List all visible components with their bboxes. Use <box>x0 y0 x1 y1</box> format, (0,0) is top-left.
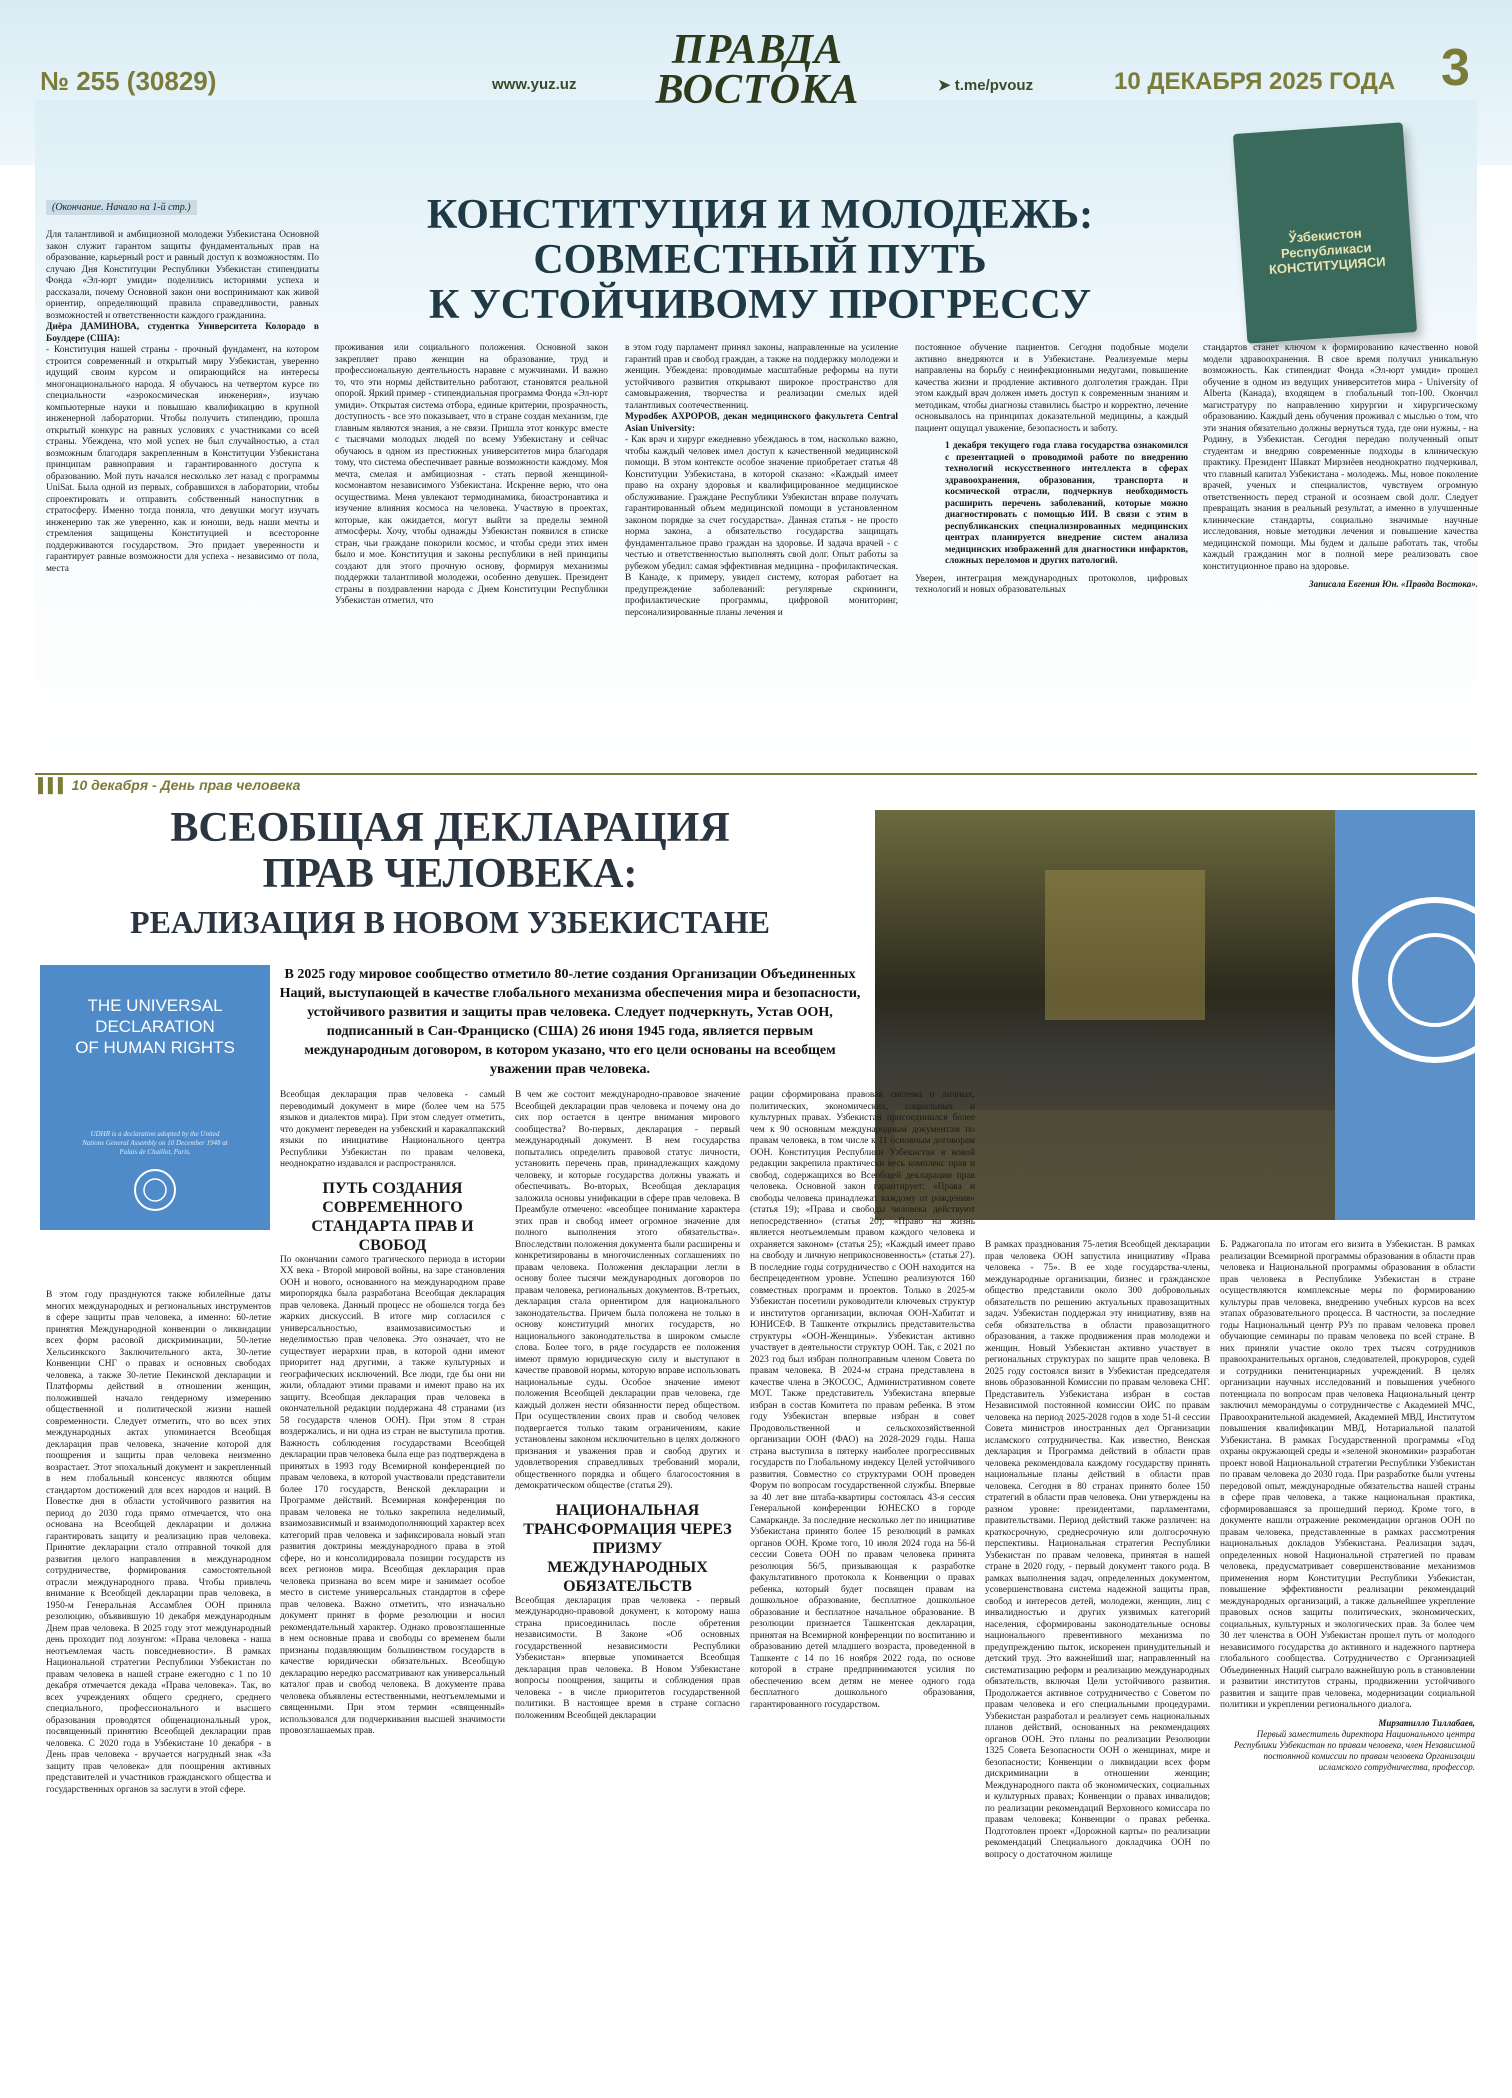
telegram-icon: ➤ <box>938 77 955 94</box>
newspaper-logo: ПРАВДА ВОСТОКА <box>655 27 860 113</box>
article1-col5: стандартов станет ключом к формированию качественно новой модели здравоохранения. В свое время получил уникальную возможность. Как стипендиат Фонда «Эл-юрт умиди» прошел обучение в одном из ведущих университетов мира - University of Alberta (Канада), входящем в глобальный топ-100. Окончил магистратуру по направлению хирургии и хирургическому образованию. Каждый день обучения проживал с мыслью о том, что эти знания обязательно должны вернуться туда, где они нужны, - на Родину, в Узбекистан. Сегодня передаю полученный опыт студентам и внедряю современные подходы в клиническую практику. Президент Шавкат Мирзиёев неоднократно подчеркивал, что главный капитал Узбекистана - молодежь. Мы, новое поколение врачей, ученых и специалистов, чувствуем огромную ответственность перед страной и осознаем свой долг. Следует превращать знания в реальный результат, а именно в улучшенные клинические стандарты, социально значимые научные исследования, новые методики лечения и повышение качества медицинской помощи. Мы будем и дальше работать так, чтобы каждый гражданин мог в полной мере реализовать свое конституционное право на здоровье. Записала Евгения Юн. «Правда Востока». <box>1203 343 1478 589</box>
subhead-transformation: НАЦИОНАЛЬНАЯ ТРАНСФОРМАЦИЯ ЧЕРЕЗ ПРИЗМУ МЕЖДУНАРОДНЫХ ОБЯЗАТЕЛЬСТВ <box>523 1501 732 1595</box>
section-label: ▌▌▌ 10 декабря - День прав человека <box>38 777 301 793</box>
article1-col1: Для талантливой и амбициозной молодежи Узбекистана Основной закон служит гарантом защиты фундаментальных прав на образование, карьерный рост и равный доступ к возможностям. По случаю Дня Конституции Республики Узбекистан стипендиаты Фонда «Эл-юрт умиди» поделились историями успеха и рассказали, почему Основной закон они воспринимают как живой ориентир, определяющий правила справедливости, равных возможностей и ответственности каждого гражданина. Диёра ДАМИНОВА, студентка Университета Колорадо в Боулдере (США): - Конституция нашей страны - прочный фундамент, на котором строится современный и открытый миру Узбекистан, уверенно идущий своим курсом и опирающийся на интересы многонационального народа. Я обучаюсь на четвертом курсе по специальности «аэрокосмическая инженерия», изучаю компьютерные науки и повышаю квалификацию в крупной инженерной лаборатории. Чтобы получить стипендию, прошла открытый конкурс на равных условиях с участниками со всей страны. Убеждена, что мой успех не был случайностью, а стал возможным благодаря закрепленным в Конституции Узбекистана принципам равноправия и гарантированного доступа к образованию. Мой путь начался несколько лет назад с программы UniSat. Была одной из первых, собравшихся в лаборатории, чтобы спроектировать и отправить собственный наноспутник в стратосферу. Именно тогда поняла, что девушки могут изучать инженерию так же уверенно, как и юноши, ведь наши мечты и стремления защищены Конституцией и всесторонне поддерживаются государством. Это придает уверенности и гарантирует равные возможности для успеха - независимо от пола, места <box>46 230 319 574</box>
article2-col4: рации сформирована правовая система о личных, политических, экономических, социальных и культурных правах. Узбекистан присоединился более чем к 90 основным международным документам по правам человека, в том числе к 11 основным договорам ООН. Конституция Республики Узбекистан в новой редакции закрепила практически весь комплекс прав и свобод, содержащихся во Всеобщей декларации прав человека. Основной закон гарантирует: «Права и свободы человека принадлежат каждому от рождения» (статья 19); «Права и свободы человека действуют непосредственно» (статья 20); «Право на жизнь является неотъемлемым правом каждого человека и охраняется законом» (статья 25); «Каждый имеет право на свободу и личную неприкосновенность» (статья 27). В последние годы сотрудничество с ООН находится на беспрецедентном уровне. Успешно реализуются 160 совместных программ и проектов. Только в 2025-м Узбекистан посетили руководители ключевых структур и институтов организации, включая ООН-Хабитат и ЮНИСЕФ. В Ташкенте открылись представительства структуры «ООН-Женщины». Узбекистан активно участвует в деятельности структур ООН. Так, с 2021 по 2023 год был избран полноправным членом Совета по правам человека. В 2024-м страна представлена в качестве члена в ЭКОСОС, Административном совете МОТ. Также представитель Узбекистана впервые избран в состав Комитета по правам ребенка. В этом году Узбекистан впервые избран в совет Продовольственной и сельскохозяйственной организации ООН (ФАО) на 2028-2029 годы. Наша страна выступила в пятерку наиболее прогрессивных государств по Глобальному индексу Целей устойчивого развития. Совместно со структурами ООН проведен Форум по вопросам государственной службы. Впервые за 40 лет вне штаба-квартиры состоялась 43-я сессия Генеральной конференции ЮНЕСКО в городе Самарканде. За последние несколько лет по инициативе Узбекистана принято более 15 резолюций в рамках органов ООН. Кроме того, 10 июля 2024 года на 56-й сессии Совета ООН по правам человека принята резолюция 56/5, призывающая к разработке факультативного протокола к Конвенции о правах ребенка, который будет посвящен правам на дошкольное образование, бесплатное дошкольное образование и бесплатное начальное образование. В резолюции признается Ташкентская декларация, принятая на Всемирной конференции по воспитанию и образованию детей младшего возраста, проведенной в Ташкенте с 14 по 16 ноября 2022 года, по основе которой в стране предпринимаются усилия по обеспечению всем детям не менее одного года бесплатного дошкольного образования, гарантированного государством. <box>750 1090 975 1710</box>
article1-col3: в этом году парламент принял законы, направленные на усиление гарантий прав и свобод граждан, а также на поддержку молодежи и женщин. Убеждена: проводимые масштабные реформы на пути устойчивого развития открывают широкое пространство для самовыражения, творчества и реализации смелых идей талантливых соотечественниц. Мурodбек АХРОРОВ, декан медицинского факультета Central Asian University: - Как врач и хирург ежедневно убеждаюсь в том, насколько важно, чтобы каждый человек имел доступ к качественной медицинской помощи. В этом контексте особое значение приобретает статья 48 Конституции Узбекистана, в которой сказано: «Каждый имеет право на охрану здоровья и квалифицированное медицинское обслуживание. Граждане Республики Узбекистан вправе получать гарантированный объем медицинской помощи в установленном законом порядке за счет государства». Данная статья - не просто норма закона, а обязательство государства защищать фундаментальное право граждан на здоровье. И задача врачей - с честью и ответственностью выполнять свой долг. Опыт работы за рубежом убедил: самая эффективная медицина - профилактическая. В Канаде, к примеру, увидел систему, которая работает на предупреждение заболеваний: регулярные скрининги, профилактические программы, цифровой мониторинг, персонализированные планы лечения и <box>625 343 898 618</box>
udhr-cover-image: THE UNIVERSAL DECLARATION OF HUMAN RIGHTS UDHR is a declaration adopted by the United Nations General Assembly on 10 December 1948 at Palais de Chaillot, Paris. <box>40 965 270 1230</box>
subhead-path: ПУТЬ СОЗДАНИЯ СОВРЕМЕННОГО СТАНДАРТА ПРАВ И СВОБОД <box>311 1179 474 1254</box>
article2-headline: ВСЕОБЩАЯ ДЕКЛАРАЦИЯ ПРАВ ЧЕЛОВЕКА: <box>170 805 730 897</box>
continuation-note: (Окончание. Начало на 1-й стр.) <box>46 200 197 215</box>
issue-date: 10 ДЕКАБРЯ 2025 ГОДА <box>1114 68 1396 95</box>
issue-number: № 255 (30829) <box>40 66 217 96</box>
article2-lead: В 2025 году мировое сообщество отметило 80-летие создания Организации Объединенных Наций, выступающей в качестве глобального механизма обеспечения мира и безопасности, устойчивого развития и защиты прав человека. Следует подчеркнуть, Устав ООН, подписанный в Сан-Франциско (США) 26 июня 1945 года, является первым международным договором, в котором указано, что его цели основаны на всеобщем уважении прав человека. <box>279 967 861 1077</box>
article2-subheadline: РЕАЛИЗАЦИЯ В НОВОМ УЗБЕКИСТАНЕ <box>130 904 770 940</box>
section-divider <box>35 773 1477 775</box>
un-logo-icon <box>125 1165 185 1215</box>
article2-col2: Всеобщая декларация прав человека - самый переводимый документ в мире (более чем на 575 языков и диалектов мира). При этом следует отметить, что документ переведен на узбекский и каракалпакский языки по инициативе Национального центра Республики Узбекистан по правам человека, неоднократно издавался и распространялся. ПУТЬ СОЗДАНИЯ СОВРЕМЕННОГО СТАНДАРТА ПРАВ И СВОБОД По окончании самого трагического периода в истории XX века - Второй мировой войны, на заре становления ООН и нового, основанного на международном праве миропорядка была разработана Всеобщая декларация прав человека. Данный процесс не обошелся тогда без жарких дискуссий. В итоге мир согласился с универсальностью, взаимозависимостью и неделимостью прав человека. Это означает, что не существует иерархии прав, в которой одни имеют приоритет над другими, а также культурных и географических исключений. Все люди, где бы они ни жили, обладают этими правами и имеют право на их защиту. Всеобщая декларация прав человека в окончательной редакции поддержана 48 странами (из 58 государств членов ООН). При этом 8 стран воздержались, и ни одна из стран не выступила против. Важность соблюдения государствами Всеобщей декларации прав человека была еще раз подтверждена в принятых в 1993 году Всемирной конференцией по правам человека, в которой участвовали представители более 170 государств, Венской декларации и Программе действий. Всемирная конференция по правам человека не только закрепила неделимый, взаимозависимый и взаимодополняющий характер всех категорий прав человека и зафиксировала новый этап развития доктрины международного права в этой сфере, но и консолидировала позиции государств из всех регионов мира. Всеобщая декларация прав человека признана во всем мире и занимает особое место в системе универсальных стандартов в сфере прав человека. Важно отметить, что изначально документ принят в форме резолюции и носил рекомендательный характер. Однако провозглашенные в нем основные права и свободы со временем были признаны подавляющим большинством государств в качестве юридически обязательных. Всеобщую декларацию нередко рассматривают как универсальный каталог прав и свобод человека. В документе права человека объявлены естественными, неотъемлемыми и священными. При этом термин «священный» использовался для подчеркивания высшей значимости провозглашаемых прав. <box>280 1090 505 1736</box>
telegram-link[interactable]: ➤ t.me/pvouz <box>938 77 1034 94</box>
article1-col2: проживания или социального положения. Основной закон закрепляет право женщин на образование, труд и профессиональную деятельность наравне с мужчинами. И важно то, что эти нормы действительно работают, становятся реальной опорой. Яркий пример - стипендиальная программа Фонда «Эл-юрт умиди». Открытая система отбора, единые критерии, прозрачность, доступность - все это показывает, что в стране создан механизм, где главным являются знания, а не связи. Пришла этот конкурс вместе с тысячами молодых людей по всему Узбекистану и сейчас обучаюсь в одном из престижных университетов мира благодаря тому, что система обеспечивает равные возможности каждому. Моя мечта, смелая и амбициозная - стать первой женщиной-космонавтом независимого Узбекистана. Искренне верю, что она осуществима. Меня увлекают термодинамика, биоастронавтика и изучение влияния космоса на человека. Участвую в проектах, которые, как ожидается, могут выйти за пределы земной атмосферы. Хочу, чтобы однажды Узбекистан появился в списке стран, чьи граждане покорили космос, и чтобы среди этих имен было и мое. Конституция и законы республики в ней принципы создают для этого прочную основу, формируя механизмы поддержки талантливой молодежи, особенно девушек. Президент страны в поздравлении народа с Днем Конституции Республики Узбекистан отметил, что <box>335 343 608 606</box>
article2-col1: В этом году празднуются также юбилейные даты многих международных и региональных инструментов в сфере защиты прав человека, а именно: 60-летие принятия Международной конвенции о ликвидации всех форм расовой дискриминации, 50-летие Хельсинкского Заключительного акта, 30-летие Конвенции СНГ о правах и основных свободах человека, а также 30-летие Пекинской декларации и Платформы действий в отношении женщин, положившей начало гендерному измерению общественной и политической жизни нашей современности. Следует отметить, что во всех этих международных актах упоминается Всеобщая декларация прав человека, значение которой для поощрения и защиты прав человека неизменно возрастает. Этот эпохальный документ и закрепленный в нем глобальный консенсус являются общим стандартом достижений для всех народов и наций. В Повестке дня в области устойчивого развития на период до 2030 года прямо отмечается, что она основана на Всеобщей декларации и должна гарантировать защиту и реализацию прав человека. Принятие декларации стало отправной точкой для развития целого направления в международном сотрудничестве, формирования самостоятельной отрасли международного права. Чтобы привлечь внимание к Всеобщей декларации прав человека, в 1950-м Генеральная Ассамблея ООН приняла резолюцию, объявившую 10 декабря международным Днем прав человека. В 2025 году этот международный день проходит под лозунгом: «Права человека - наша неотъемлемая часть повседневности». В рамках Национальной стратегии Республики Узбекистан по правам человека в нашей стране ежегодно с 1 по 10 декабря отмечается декада «Права человека». Так, во всех учреждениях общего среднего, среднего специального, профессионального и высшего образования проводятся общенациональный урок, посвященный принятию Всеобщей декларации прав человека. С 2020 года в Узбекистане 10 декабря - в День прав человека - вручается нагрудный знак «За защиту прав человека» для поощрения активных представителей и участников гражданского общества и государственных органов за заслуги в этой сфере. <box>46 1290 271 1795</box>
article2-col3: В чем же состоит международно-правовое значение Всеобщей декларации прав человека и почему она до сих пор остается в центре внимания мирового сообщества? Во-первых, декларация - первый международный документ. В нем государства попытались определить правовой статус личности, установить перечень прав, принадлежащих каждому человеку, и которые государства должны уважать и обеспечивать. Во-вторых, Всеобщая декларация заложила основы унификации в сфере прав человека. В Преамбуле отмечено: «всеобщее понимание характера этих прав и свобод имеет огромное значение для полного выполнения этого обязательства». Впоследствии положения документа были расширены и конкретизированы в многочисленных соглашениях по правам человека. Положения декларации легли в основу более тысячи международных договоров по правам человека, региональных документов. В-третьих, декларация стала ориентиром для национального законодательства. Причем была положена не только в основу конституций многих государств, но национального законодательства в широком смысле слова. Более того, в ряде государств ее положения имеют прямую юридическую силу и выступают в качестве правовой нормы, которую вправе использовать национальные суды. Особое значение имеют положения Всеобщей декларации прав человека, где каждый должен нести обязанности перед обществом. При осуществлении своих прав и свобод человек подвергается только таким ограничениям, какие установлены законом исключительно в целях должного признания и уважения прав и свобод других и удовлетворения справедливых требований морали, общественного порядка и общего благосостояния в демократическом обществе (статья 29). НАЦИОНАЛЬНАЯ ТРАНСФОРМАЦИЯ ЧЕРЕЗ ПРИЗМУ МЕЖДУНАРОДНЫХ ОБЯЗАТЕЛЬСТВ Всеобщая декларация прав человека - первый международно-правовой документ, к которому наша страна присоединилась после обретения независимости. В Законе «Об основных государственной независимости Республики Узбекистан» впервые упоминается Всеобщая декларация прав человека. В Новом Узбекистане вопросы поощрения, защиты и соблюдения прав человека - в числе приоритетов государственной политики. В настоящее время в стране согласно положениям Всеобщей декларации <box>515 1090 740 1721</box>
article2-col5: В рамках празднования 75-летия Всеобщей декларации прав человека ООН запустила инициативу «Права человека - 75». В ее ходе государства-члены, международные организации, бизнес и гражданское общество представили около 300 добровольных обязательств по решению актуальных правозащитных задач. Узбекистан поддержал эту инициативу, взяв на себя обязательства в области правозащитного образования, а также продвижения прав молодежи и женщин. Новый Узбекистан активно участвует в региональных структурах по защите прав человека. В 2025 году состоялся визит в Узбекистан председателя вновь образованной Комиссии по правам человека СНГ. Представитель Узбекистана избран в состав Независимой постоянной комиссии ОИС по правам человека на период 2025-2028 годов в ходе 51-й сессии Совета министров иностранных дел Организации исламского сотрудничества. Как известно, Венская декларация и Программа действий в области прав человека рекомендовала каждому государству принять национальные планы действий в области прав человека. Сегодня в 80 странах принято более 150 стратегий в области прав человека. Они утверждены на разном уровне: президентами, парламентами, правительствами. Период действий также различен: на краткосрочную, среднесрочную или долгосрочную перспективы. Национальная стратегия Республики Узбекистан по правам человека, принятая в нашей стране в 2020 году, - первый документ такого рода. В рамках выполнения задач, определенных документом, усовершенствована система надежной защиты прав, свобод и интересов детей, молодежи, женщин, лиц с инвалидностью и других уязвимых категорий населения, сформированы законодательные основы национального превентивного механизма по предупреждению пыток, искоренен принудительный и детский труд. Это важнейший шаг, направленный на систематизацию реформ и реализацию международных обязательств, включая Цели устойчивого развития. Продолжается активное сотрудничество с Советом по правам человека и его специальными процедурами. Узбекистан разработал и реализует семь национальных планов действий, основанных на рекомендациях органов ООН. Это планы по реализации Резолюции 1325 Совета Безопасности ООН о женщинах, мире и безопасности; Конвенции о ликвидации всех форм дискриминации в отношении женщин; Международного пакта об экономических, социальных и культурных правах; Конвенции о правах инвалидов; по реализации рекомендаций Верховного комиссара по правам человека; Конвенции о правах ребенка. Подготовлен проект «Дорожной карты» по реализации рекомендаций Специального докладчика ООН по вопросу о достаточном жилище <box>985 1240 1210 1860</box>
website-link[interactable]: www.yuz.uz <box>492 76 577 93</box>
article1-headline: КОНСТИТУЦИЯ И МОЛОДЕЖЬ: СОВМЕСТНЫЙ ПУТЬ К УСТОЙЧИВОМУ ПРОГРЕССУ <box>426 192 1094 328</box>
constitution-book-image: Ўзбекистон Республикаси КОНСТИТУЦИЯСИ <box>1233 122 1417 343</box>
presidential-callout: 1 декабря текущего года глава государства ознакомился с презентацией о проводимой работе по внедрению технологий искусственного интеллекта в сферах здравоохранения, образования, транспорта и космической отрасли, подчеркнув необходимость расширить перечень заболеваний, которые можно диагностировать с помощью ИИ. В связи с этим в республиканских специализированных медицинских центрах планируется внедрение систем анализа медицинских изображений для диагностики инфарктов, сложных переломов и других патологий. <box>945 441 1188 566</box>
page-number: 3 <box>1441 39 1470 97</box>
article2-col6: Б. Раджагопала по итогам его визита в Узбекистан. В рамках реализации Всемирной программы образования в области прав человека и Национальной программы образования в области прав человека в Республике Узбекистан в стране осуществляются комплексные меры по формированию культуры прав человека, внедрению учебных курсов на всех этапах образовательного процесса. В частности, за последние годы Национальный центр РУз по правам человека провел обучающие семинары по правам человека по всей стране. В них приняли участие около трех тысяч сотрудников правоохранительных органов, следователей, прокуроров, судей и сотрудники пенитенциарных учреждений. В целях организации научных исследований и повышения учебного потенциала по вопросам прав человека Национальный центр заключил меморандумы о сотрудничестве с Академией МЧС, Правоохранительной академией, Академией МВД, Институтом повышения квалификации МВД, Нотариальной палатой Узбекистана. В рамках Государственной программы «Год охраны окружающей среды и «зеленой экономики» разработан проект новой Национальной стратегии Республики Узбекистан по правам человека до 2030 года. При разработке были учтены передовой опыт, международные обязательства нашей страны в сфере прав человека, а также национальная практика, сформировавшаяся за прошедший период. Кроме того, в документе нашли отражение рекомендации органов ООН по правам человека, представленные в рамках рассмотрения национальных докладов Узбекистана. Реализация задач, определенных новой Национальной стратегией по правам человека, предусматривает совершенствование механизмов применения норм Конституции Республики Узбекистан, повышение эффективности реализации рекомендаций международных организаций, а также дальнейшее укрепление правовых основ защиты политических, экономических, социальных, культурных и экологических прав. За более чем 30 лет членства в ООН Узбекистан прошел путь от молодого независимого государства до активного и надежного партнера глобального сообщества. Сотрудничество с Организацией Объединенных Наций сыграло важнейшую роль в становлении и развитии институтов страны, продвижении устойчивого развития и защите прав человека, модернизации социальной политики и укреплении регионального диалога. Мирзатилло Тиллабаев, Первый заместитель директора Национального центра Республики Узбекистан по правам человека, член Независимой постоянной комиссии по правам человека Организации исламского сотрудничества, профессор. <box>1220 1240 1475 1772</box>
article1-col4: постоянное обучение пациентов. Сегодня подобные модели активно внедряются и в Узбекистане. Реализуемые меры направлены на борьбу с неинфекционными недугами, повышение качества жизни и продление активного долголетия граждан. При этом каждый врач должен иметь доступ к современным знаниям и методикам, чтобы диагнозы ставились быстро и корректно, лечение основывалось на принципах доказательной медицины, а каждый пациент ощущал уважение, безопасность и заботу. 1 декабря текущего года глава государства ознакомился с презентацией о проводимой работе по внедрению технологий искусственного интеллекта в сферах здравоохранения, образования, транспорта и космической отрасли, подчеркнув необходимость расширить перечень заболеваний, которые можно диагностировать с помощью ИИ. В связи с этим в республиканских специализированных медицинских центрах планируется внедрение систем анализа медицинских изображений для диагностики инфарктов, сложных переломов и других патологий. Уверен, интеграция международных протоколов, цифровых технологий и новых образовательных <box>915 343 1188 595</box>
